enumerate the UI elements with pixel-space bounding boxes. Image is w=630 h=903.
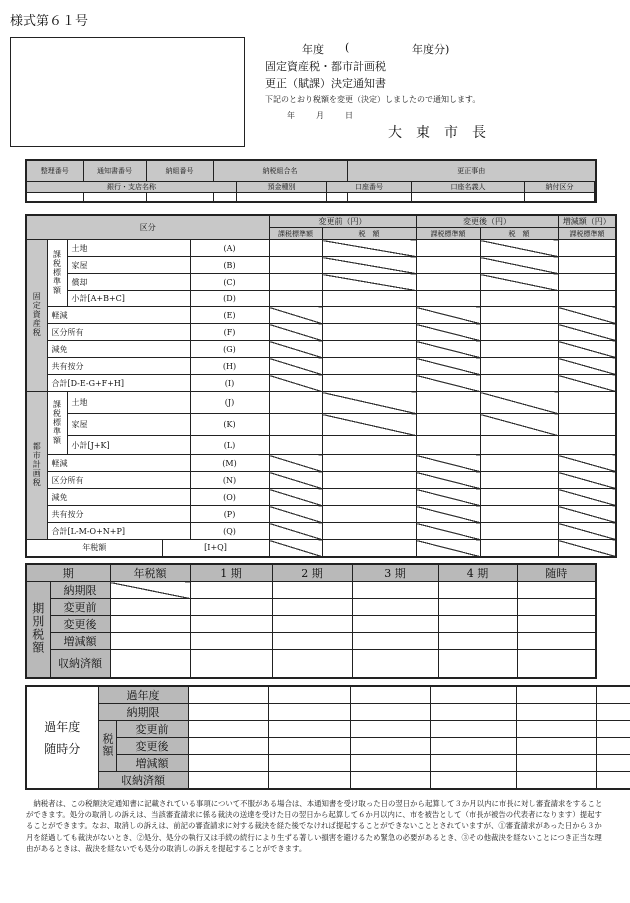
city-row-2-before-tax xyxy=(322,436,416,455)
fixed-row-4-after-std xyxy=(416,307,480,324)
fixed-row-5-after-std xyxy=(416,324,480,341)
main_table.fixed-row-code-0: (A) xyxy=(190,240,269,257)
fixed-row-5-diff-std xyxy=(558,324,616,341)
city-row-4-diff-std xyxy=(558,472,616,489)
city-row-5-before-std xyxy=(269,489,322,506)
city-row-1-after-tax xyxy=(480,414,558,436)
city-row-7-diff-std xyxy=(558,523,616,540)
main_table.city-row-code-0: (J) xyxy=(190,392,269,414)
notice-number-header: 通知書番号 xyxy=(83,160,146,181)
fixed-row-7-before-std xyxy=(269,358,322,375)
fixed-asset-tax-group: 固定資産税 xyxy=(26,240,47,392)
after-header: 変更後（円） xyxy=(416,215,558,228)
fixed-row-5-before-std xyxy=(269,324,322,341)
fixed-row-1-before-std xyxy=(269,257,322,274)
city-row-1-diff-std xyxy=(558,414,616,436)
diff-std-header: 課税標準額 xyxy=(558,228,616,240)
fixed-row-7-after-tax xyxy=(480,358,558,375)
city-row-4-before-std xyxy=(269,472,322,489)
before-tax-header: 税 額 xyxy=(322,228,416,240)
city-row-0-diff-std xyxy=(558,392,616,414)
address-box xyxy=(10,37,245,147)
period-row-paid: 収納済額 xyxy=(50,650,110,678)
main_table.fixed-row-code-2: (C) xyxy=(190,274,269,291)
fixed-row-8-after-std xyxy=(416,375,480,392)
city-row-5-before-tax xyxy=(322,489,416,506)
city-row-6-diff-std xyxy=(558,506,616,523)
fixed-row-8-before-tax xyxy=(322,375,416,392)
city-row-3-diff-std xyxy=(558,455,616,472)
fixed-row-8-after-tax xyxy=(480,375,558,392)
account-holder-header: 口座名義人 xyxy=(412,182,525,193)
payment-type-header: 納付区分 xyxy=(525,182,595,193)
fiscal-year-label: 年度 xyxy=(302,43,324,56)
annual-tax-code: [I+Q] xyxy=(162,540,269,557)
fixed-row-6-diff-std xyxy=(558,341,616,358)
city-row-6-after-std xyxy=(416,506,480,523)
notice-text: 下記のとおり税額を変更（決定）しましたので通知します。 xyxy=(265,95,481,104)
period-header-adhoc: 随時 xyxy=(517,564,596,582)
past-row-year: 過年度 xyxy=(98,686,188,704)
fixed-row-6-after-std xyxy=(416,341,480,358)
fixed-row-0-diff-std xyxy=(558,240,616,257)
main_table.fixed-row-label-4: 軽減 xyxy=(47,307,190,324)
fixed-row-6-before-std xyxy=(269,341,322,358)
city-row-2-diff-std xyxy=(558,436,616,455)
main_table.city-row-code-3: (M) xyxy=(190,455,269,472)
fixed-row-3-after-tax xyxy=(480,291,558,307)
city-row-3-before-tax xyxy=(322,455,416,472)
main_table.city-row-label-7: 合計[L-M-O+N+P] xyxy=(47,523,190,540)
city-row-3-after-std xyxy=(416,455,480,472)
city-row-5-after-std xyxy=(416,489,480,506)
city-row-1-before-tax xyxy=(322,414,416,436)
period-header-ki: 期 xyxy=(26,564,110,582)
fixed-row-1-after-tax xyxy=(480,257,558,274)
fixed-row-1-before-tax xyxy=(322,257,416,274)
period-row-diff: 増減額 xyxy=(50,633,110,650)
fixed-row-0-before-tax xyxy=(322,240,416,257)
past-tax-group: 税額 xyxy=(98,721,116,772)
main_table.fixed-row-label-7: 共有按分 xyxy=(47,358,190,375)
fixed-row-1-diff-std xyxy=(558,257,616,274)
annual-row-0-before-std xyxy=(269,540,322,557)
fixed-row-2-after-tax xyxy=(480,274,558,291)
city-planning-tax-group: 都市計画税 xyxy=(26,392,47,540)
before-std-header: 課税標準額 xyxy=(269,228,322,240)
main_table.city-row-code-5: (O) xyxy=(190,489,269,506)
fixed-row-0-after-std xyxy=(416,240,480,257)
date-month: 月 xyxy=(316,111,324,120)
main_table.city-row-code-1: (K) xyxy=(190,414,269,436)
notice-title: 更正（賦課）決定通知書 xyxy=(265,77,386,90)
fixed-row-4-diff-std xyxy=(558,307,616,324)
date-year: 年 xyxy=(287,111,295,120)
main_table.city-row-code-7: (Q) xyxy=(190,523,269,540)
fixed-row-2-before-std xyxy=(269,274,322,291)
fiscal-year-suffix: 年度分) xyxy=(412,43,450,56)
city-row-4-before-tax xyxy=(322,472,416,489)
bank-table xyxy=(26,181,595,203)
city-row-7-after-tax xyxy=(480,523,558,540)
city-row-4-after-tax xyxy=(480,472,558,489)
fixed-row-2-before-tax xyxy=(322,274,416,291)
period-row-before: 変更前 xyxy=(50,599,110,616)
fixed-row-2-diff-std xyxy=(558,274,616,291)
city-std-group: 課税標準額 xyxy=(47,392,67,455)
tax-base-table xyxy=(25,214,617,558)
period-group-label: 期別税額 xyxy=(26,582,50,678)
diff-header: 増減額（円） xyxy=(558,215,616,228)
fixed-row-0-before-std xyxy=(269,240,322,257)
annual-row-0-after-std xyxy=(416,540,480,557)
main_table.fixed-row-label-2: 償却 xyxy=(67,274,190,291)
before-header: 変更前（円） xyxy=(269,215,416,228)
period-header-3: 3 期 xyxy=(352,564,438,582)
city-row-6-before-tax xyxy=(322,506,416,523)
fixed-row-0-after-tax xyxy=(480,240,558,257)
fixed-row-5-before-tax xyxy=(322,324,416,341)
main_table.city-row-label-1: 家屋 xyxy=(67,414,190,436)
fixed-row-7-before-tax xyxy=(322,358,416,375)
city-row-0-after-std xyxy=(416,392,480,414)
main_table.fixed-row-label-1: 家屋 xyxy=(67,257,190,274)
main_table.fixed-row-code-7: (H) xyxy=(190,358,269,375)
city-row-6-before-std xyxy=(269,506,322,523)
city-row-7-before-tax xyxy=(322,523,416,540)
main_table.city-row-code-4: (N) xyxy=(190,472,269,489)
city-row-2-after-std xyxy=(416,436,480,455)
fixed-row-4-before-std xyxy=(269,307,322,324)
kubun-header: 区分 xyxy=(26,215,269,240)
period-header-4: 4 期 xyxy=(438,564,517,582)
annual-tax-label: 年税額 xyxy=(26,540,162,557)
kumiai-name-header: 納税組合名 xyxy=(213,160,347,181)
past-row-diff: 増減額 xyxy=(116,755,188,772)
bank-name-header: 銀行・支店名称 xyxy=(27,182,237,193)
past-year-group-label: 過年度 随時分 xyxy=(26,686,98,789)
main_table.fixed-row-code-6: (G) xyxy=(190,341,269,358)
main_table.fixed-row-label-0: 土地 xyxy=(67,240,190,257)
fixed-row-3-before-std xyxy=(269,291,322,307)
form-number: 様式第６１号 xyxy=(10,14,89,29)
main_table.fixed-row-code-4: (E) xyxy=(190,307,269,324)
main_table.fixed-row-label-6: 減免 xyxy=(47,341,190,358)
main_table.fixed-row-code-1: (B) xyxy=(190,257,269,274)
date-day: 日 xyxy=(345,111,353,120)
fixed-row-4-after-tax xyxy=(480,307,558,324)
past-row-after: 変更後 xyxy=(116,738,188,755)
issuer: 大 東 市 長 xyxy=(388,125,486,141)
main_table.city-row-label-2: 小計[J+K] xyxy=(67,436,190,455)
period-row-after: 変更後 xyxy=(50,616,110,633)
kumiai-number-header: 納組番号 xyxy=(146,160,213,181)
past-row-due: 納期限 xyxy=(98,704,188,721)
city-row-2-after-tax xyxy=(480,436,558,455)
annual-row-0-diff-std xyxy=(558,540,616,557)
main_table.city-row-label-5: 減免 xyxy=(47,489,190,506)
fixed-std-group: 課税標準額 xyxy=(47,240,67,307)
fiscal-year-paren: ( xyxy=(345,41,350,54)
city-row-2-before-std xyxy=(269,436,322,455)
fixed-row-6-after-tax xyxy=(480,341,558,358)
appeal-notice: 納税者は、この税額決定通知書に記載されている事項について不服がある場合は、本通知書を受け取った日の翌日から起算して３か月以内に市長に対し審査請求をすることができます。処分の取消しの訴えは、当該審査請求に係る裁決の送達を受けた日の翌日から起算して６か月以内に、市を被告として（市長が被告の代表者になります）提起することができます。なお、取消しの訴えは、前記の審査請求に対する裁決を経た後でなければ提起することができないこととされていますが、①審査請求があった日から３か月を経過しても裁決がないとき、②処分、処分の執行又は手続の続行により生ずる著しい損害を避けるため緊急の必要があるとき、③その他裁決を経ないことにつき正当な理由があるときは、裁決を経ないでも処分の取消しの訴えを提起することができます。 xyxy=(26,799,603,853)
main_table.fixed-row-code-3: (D) xyxy=(190,291,269,307)
city-row-0-before-tax xyxy=(322,392,416,414)
fixed-row-2-after-std xyxy=(416,274,480,291)
period-header-2: 2 期 xyxy=(272,564,352,582)
fixed-row-7-diff-std xyxy=(558,358,616,375)
period-tax-table xyxy=(25,563,597,679)
city-row-1-before-std xyxy=(269,414,322,436)
reason-header: 更正事由 xyxy=(347,160,596,181)
main_table.fixed-row-label-8: 合計[D-E-G+F+H] xyxy=(47,375,190,392)
after-std-header: 課税標準額 xyxy=(416,228,480,240)
city-row-4-after-std xyxy=(416,472,480,489)
seiri-number-header: 整理番号 xyxy=(26,160,83,181)
fixed-row-3-before-tax xyxy=(322,291,416,307)
city-row-3-before-std xyxy=(269,455,322,472)
fixed-row-4-before-tax xyxy=(322,307,416,324)
fixed-row-7-after-std xyxy=(416,358,480,375)
main_table.city-row-code-2: (L) xyxy=(190,436,269,455)
fixed-row-3-after-std xyxy=(416,291,480,307)
annual-row-0-before-tax xyxy=(322,540,416,557)
main_table.fixed-row-code-5: (F) xyxy=(190,324,269,341)
period-header-1: 1 期 xyxy=(190,564,272,582)
main_table.city-row-label-3: 軽減 xyxy=(47,455,190,472)
past-year-table xyxy=(25,685,630,790)
after-tax-header: 税 額 xyxy=(480,228,558,240)
fixed-row-1-after-std xyxy=(416,257,480,274)
main_table.city-row-label-4: 区分所有 xyxy=(47,472,190,489)
main_table.city-row-label-0: 土地 xyxy=(67,392,190,414)
city-row-6-after-tax xyxy=(480,506,558,523)
period-header-annual: 年税額 xyxy=(110,564,190,582)
city-row-7-after-std xyxy=(416,523,480,540)
city-row-0-after-tax xyxy=(480,392,558,414)
fixed-row-3-diff-std xyxy=(558,291,616,307)
main_table.fixed-row-code-8: (I) xyxy=(190,375,269,392)
past-row-paid: 収納済額 xyxy=(98,772,188,790)
city-row-5-diff-std xyxy=(558,489,616,506)
main_table.city-row-code-6: (P) xyxy=(190,506,269,523)
main_table.fixed-row-label-5: 区分所有 xyxy=(47,324,190,341)
fixed-row-5-after-tax xyxy=(480,324,558,341)
city-row-1-after-std xyxy=(416,414,480,436)
deposit-type-header: 預金種別 xyxy=(237,182,327,193)
main_table.fixed-row-label-3: 小計[A+B+C] xyxy=(67,291,190,307)
city-row-7-before-std xyxy=(269,523,322,540)
annual-row-0-after-tax xyxy=(480,540,558,557)
fixed-row-8-diff-std xyxy=(558,375,616,392)
city-row-5-after-tax xyxy=(480,489,558,506)
main_table.city-row-label-6: 共有按分 xyxy=(47,506,190,523)
past-row-before: 変更前 xyxy=(116,721,188,738)
fixed-row-8-before-std xyxy=(269,375,322,392)
period-row-due: 納期限 xyxy=(50,582,110,599)
city-row-3-after-tax xyxy=(480,455,558,472)
account-number-header: 口座番号 xyxy=(327,182,412,193)
tax-title: 固定資産税・都市計画税 xyxy=(265,60,386,73)
city-row-0-before-std xyxy=(269,392,322,414)
fixed-row-6-before-tax xyxy=(322,341,416,358)
